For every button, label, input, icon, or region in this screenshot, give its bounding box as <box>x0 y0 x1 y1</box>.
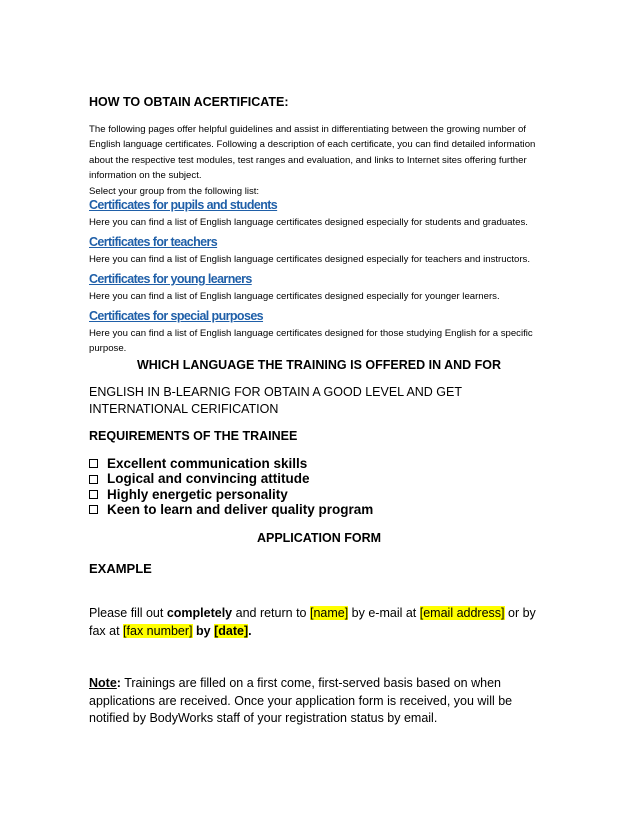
cert-link-special-purposes[interactable]: Certificates for special purposes <box>89 309 264 323</box>
cert-link-young-learners[interactable]: Certificates for young learners <box>89 272 252 286</box>
note-label: Note <box>89 676 117 690</box>
cert-link-pupils[interactable]: Certificates for pupils and students <box>89 198 278 212</box>
cert-item-young-learners <box>89 272 541 304</box>
requirement-text: Keen to learn and deliver quality program <box>107 502 374 518</box>
cert-desc-young-learners: Here you can find a list of English language certificates designed especially for younger learners. <box>89 291 500 302</box>
checkbox-icon <box>89 459 98 468</box>
cert-item-pupils <box>89 198 541 230</box>
date-placeholder: [date] <box>214 623 249 638</box>
fax-placeholder: [fax number] <box>123 623 193 638</box>
intro-block <box>89 122 539 199</box>
application-heading: APPLICATION FORM <box>256 531 382 545</box>
language-text: ENGLISH IN B-LEARNIG FOR OBTAIN A GOOD LEVEL AND GET INTERNATIONAL CERIFICATION <box>89 385 462 416</box>
example-heading: EXAMPLE <box>89 561 152 576</box>
requirement-item <box>89 487 373 502</box>
language-heading: WHICH LANGUAGE THE TRAINING IS OFFERED IN AND FOR <box>136 358 502 372</box>
select-prompt: Select your group from the following list: <box>89 185 260 197</box>
email-placeholder: [email address] <box>419 606 505 620</box>
fill-completely: completely <box>166 606 233 620</box>
checkbox-icon <box>89 475 98 484</box>
note-colon: : <box>116 676 121 690</box>
intro-text: The following pages offer helpful guidelines and assist in differentiating between the growing number of English language certificates. Following a description of each certificate, you can find detailed information about the respective test modules, test ranges and evaluation, and links to Internet sites offering further information on the subject. <box>89 124 536 182</box>
fill-instructions <box>89 605 549 640</box>
requirement-text: Logical and convincing attitude <box>107 471 310 487</box>
requirement-item <box>89 471 373 486</box>
checkbox-icon <box>89 490 98 499</box>
requirement-item <box>89 456 373 471</box>
cert-desc-pupils: Here you can find a list of English language certificates designed especially for students and graduates. <box>89 217 528 228</box>
cert-desc-teachers: Here you can find a list of English language certificates designed especially for teachers and instructors. <box>89 254 531 265</box>
fill-text: or by fax at <box>89 606 536 638</box>
requirement-text: Excellent communication skills <box>107 456 308 471</box>
name-placeholder: [name] <box>309 606 349 620</box>
requirement-item <box>89 502 373 517</box>
requirements-list <box>89 456 373 518</box>
fill-by: by <box>192 623 215 638</box>
fill-text: Please fill out <box>89 606 167 620</box>
page-title: HOW TO OBTAIN ACERTIFICATE: <box>89 95 289 109</box>
fill-period: . <box>248 623 252 638</box>
cert-item-teachers <box>89 235 541 267</box>
note-text: Trainings are filled on a first come, first-served basis based on when applications are received. Once your application form is received, you will be notified by BodyWorks staff of your registration status by email. <box>89 676 513 725</box>
cert-item-special-purposes <box>89 309 541 357</box>
cert-desc-special-purposes: Here you can find a list of English language certificates designed for those studying English for a specific purpose. <box>89 328 533 355</box>
fill-text: by e-mail at <box>348 606 420 620</box>
fill-text: and return to <box>232 606 310 620</box>
requirements-heading: REQUIREMENTS OF THE TRAINEE <box>89 429 298 443</box>
checkbox-icon <box>89 505 98 514</box>
note-paragraph <box>89 675 549 728</box>
cert-link-teachers[interactable]: Certificates for teachers <box>89 235 218 249</box>
requirement-text: Highly energetic personality <box>107 486 288 502</box>
